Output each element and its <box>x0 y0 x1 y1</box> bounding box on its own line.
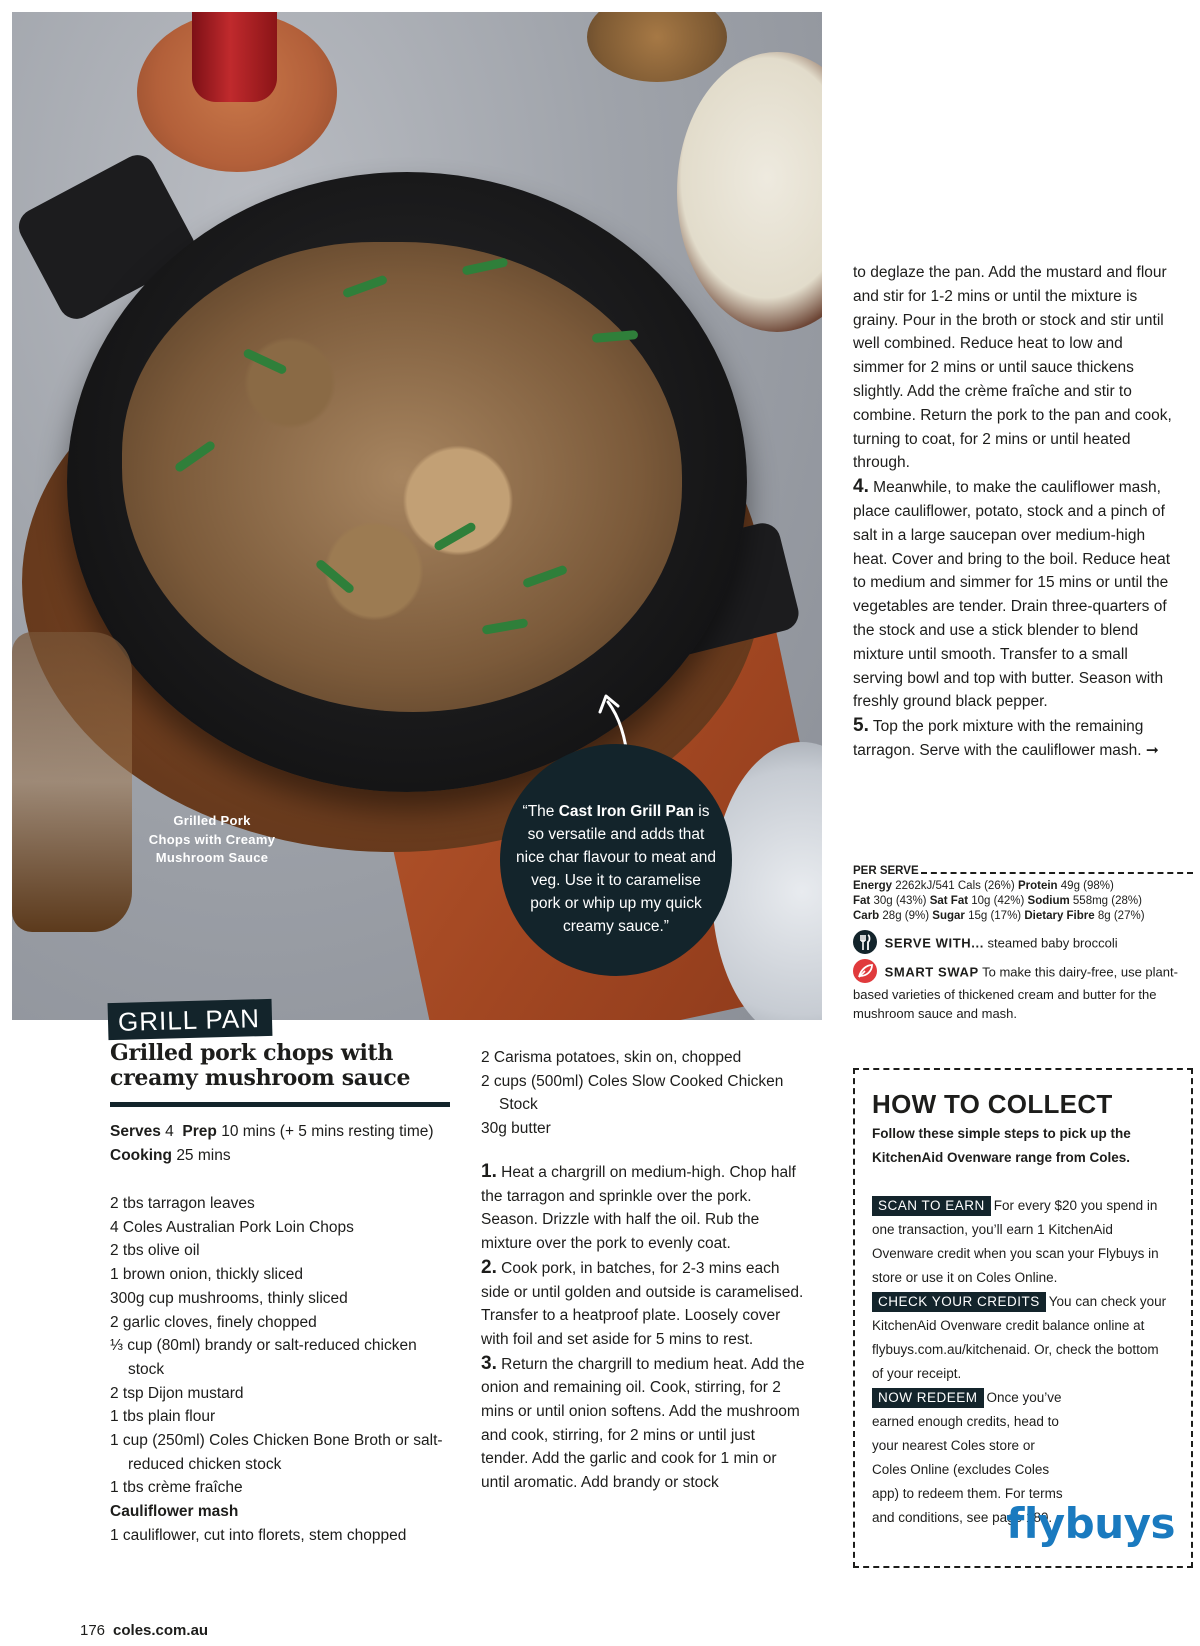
step-label: NOW REDEEM <box>872 1388 984 1408</box>
ingredients-list <box>110 1192 455 1548</box>
page-footer <box>80 1622 208 1639</box>
step-label: CHECK YOUR CREDITS <box>872 1292 1046 1312</box>
flybuys-logo: flybuys <box>1006 1499 1175 1548</box>
method-step: 3. Return the chargrill to medium heat. Add the onion and remaining oil. Cook, stirring, for 2 mins or until onion softens. Add the mushroom and cook, stirring, for 2 mins or until just tender. Add the garlic and cook for 1 min or until aromatic. Add brandy or stock <box>481 1352 805 1492</box>
ingredient-item: 1 brown onion, thickly sliced <box>110 1266 303 1284</box>
ingredient-item: 1 cauliflower, cut into florets, stem chopped <box>110 1526 407 1544</box>
collect-step: SCAN TO EARN For every $20 you spend in one transaction, you’ll earn 1 KitchenAid Ovenware credit when you scan your Flybuys in store or use it on Coles Online. <box>872 1198 1159 1285</box>
how-to-collect-box <box>853 1068 1193 1568</box>
dashed-divider <box>921 872 1193 874</box>
collect-step: CHECK YOUR CREDITS You can check your KitchenAid Ovenware credit balance online at flybuys.com.au/kitchenaid. Or, check the bottom of your receipt. <box>872 1294 1167 1381</box>
quote-text: “The Cast Iron Grill Pan is so versatile and adds that nice char flavour to meat and veg. Use it to caramelise pork or whip up my quick creamy sauce.” <box>516 803 716 935</box>
pepper-grinder-decor <box>192 12 277 102</box>
mash-bowl-decor <box>677 52 822 332</box>
recipe-title: Grilled pork chops with creamy mushroom sauce <box>110 1040 411 1091</box>
ingredient-item: 1 cup (250ml) Coles Chicken Bone Broth or salt-reduced chicken stock <box>110 1432 443 1473</box>
ingredient-item: 2 tbs tarragon leaves <box>110 1195 255 1212</box>
collect-intro: Follow these simple steps to pick up the KitchenAid Ovenware range from Coles. <box>872 1126 1131 1165</box>
page-number: 176 <box>80 1622 106 1639</box>
ingredient-subheading: Cauliflower mash <box>110 1503 239 1521</box>
continue-arrow-icon: ➞ <box>1145 741 1159 759</box>
smart-swap-tip: SMART SWAP To make this dairy-free, use plant-based varieties of thickened cream and butter for the mushroom sauce and mash. <box>853 961 1193 1023</box>
collect-title: HOW TO COLLECT <box>872 1089 1113 1119</box>
quote-bubble <box>500 744 732 976</box>
ingredient-item: 2 cups (500ml) Coles Slow Cooked Chicken Stock <box>481 1072 784 1114</box>
amber-glass-decor <box>587 12 727 82</box>
method-step: 2. Cook pork, in batches, for 2-3 mins each side or until golden and outside is caramelised. Transfer to a heatproof plate. Loosely cover with foil and set aside for 5 mins to rest. <box>481 1256 804 1348</box>
nutrition-row: Fat 30g (43%) Sat Fat 10g (42%) Sodium 558mg (28%) <box>853 895 1142 907</box>
collect-step: NOW REDEEM Once you’ve earned enough credits, head to your nearest Coles store or Coles Online (excludes Coles app) to redeem them. For terms and conditions, see page 180. <box>872 1390 1063 1525</box>
method-steps <box>481 1160 806 1495</box>
step-label: SCAN TO EARN <box>872 1196 991 1216</box>
ingredient-item: 300g cup mushrooms, thinly sliced <box>110 1289 348 1307</box>
ingredient-item: 1 tbs plain flour <box>110 1408 216 1426</box>
method-step-continued: to deglaze the pan. Add the mustard and flour and stir for 1-2 mins or until the mixture is grainy. Pour in the broth or stock and stir until well combined. Reduce heat to low and simmer for 2 mins or until sauce thickens slightly. Add the crème fraîche and stir to combine. Return the pork to the pan and cook, turning to coat, for 2 mins or until heated through. <box>853 264 1172 472</box>
site-link[interactable]: coles.com.au <box>113 1622 209 1639</box>
ingredient-item: 2 Carisma potatoes, skin on, chopped <box>481 1049 742 1066</box>
photo-caption: Grilled Pork Chops with Creamy Mushroom Sauce <box>148 813 276 865</box>
nutrition-row: Carb 28g (9%) Sugar 15g (17%) Dietary Fibre 8g (27%) <box>853 910 1145 922</box>
recipe-meta: Serves 4 Prep 10 mins (+ 5 mins resting time) Cooking 25 mins <box>110 1123 434 1164</box>
nutrition-panel <box>853 864 1193 924</box>
nutrition-heading: PER SERVE <box>853 864 1193 879</box>
serve-with-tip: SERVE WITH... steamed baby broccoli <box>853 932 1193 956</box>
method-step: 4. Meanwhile, to make the cauliflower mash, place cauliflower, potato, stock and a pinch of salt in a large saucepan over medium-high heat. Cover and bring to the boil. Reduce heat to medium and simmer for 15 mins or until the vegetables are tender. Drain three-quarters of the stock and use a stick blender to blend mixture until smooth. Transfer to a small serving bowl and top with butter. Season with freshly ground black pepper. <box>853 476 1171 711</box>
ingredient-item: 2 tbs olive oil <box>110 1242 200 1260</box>
ingredient-item: 1 tbs crème fraîche <box>110 1479 243 1497</box>
leaf-swap-icon <box>853 959 877 983</box>
method-steps-continued <box>853 261 1173 763</box>
method-step: 5. Top the pork mixture with the remaining tarragon. Serve with the cauliflower mash. ➞ <box>853 715 1159 759</box>
fork-knife-icon <box>853 930 877 954</box>
category-tag: GRILL PAN <box>108 999 273 1040</box>
ingredient-item: 2 tsp Dijon mustard <box>110 1384 244 1402</box>
nutrition-row: Energy 2262kJ/541 Cals (26%) Protein 49g (98%) <box>853 880 1114 892</box>
ingredient-item: 4 Coles Australian Pork Loin Chops <box>110 1218 354 1236</box>
ingredient-item: 30g butter <box>481 1120 551 1138</box>
title-divider <box>110 1102 450 1107</box>
ingredient-item: 2 garlic cloves, finely chopped <box>110 1313 317 1331</box>
method-step: 1. Heat a chargrill on medium-high. Chop half the tarragon and sprinkle over the pork. Season. Drizzle with half the oil. Rub the mixture over the pork to evenly coat. <box>481 1161 796 1253</box>
ingredient-item: ⅓ cup (80ml) brandy or salt-reduced chicken stock <box>110 1337 417 1378</box>
glass-left-decor <box>12 632 132 932</box>
mash-ingredients-list <box>481 1046 811 1141</box>
